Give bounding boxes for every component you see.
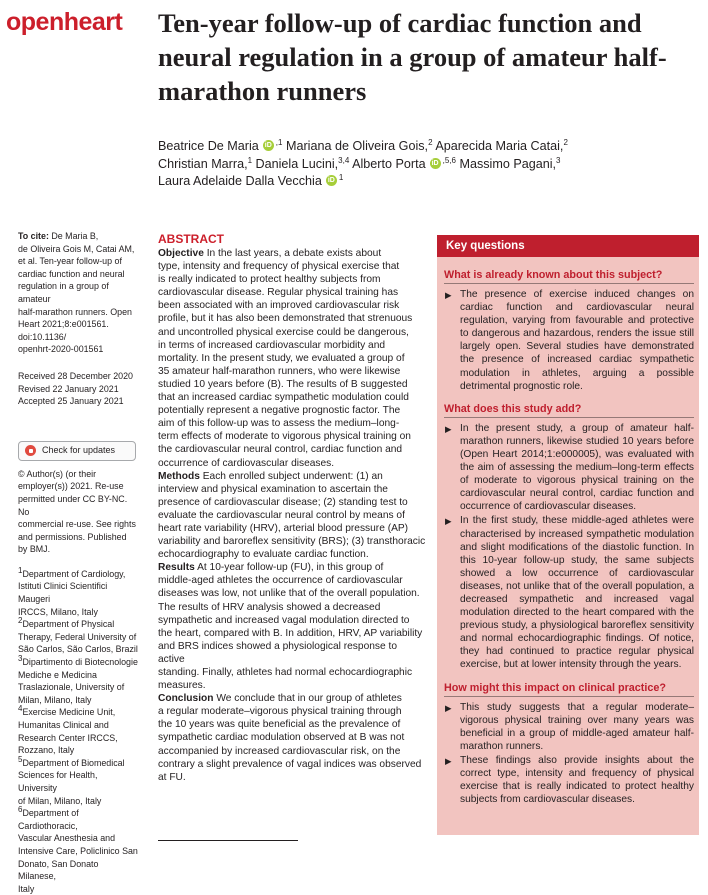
citation-line: de Oliveira Gois M, Catai AM, [18, 243, 135, 254]
affiliation-number: 3 [18, 654, 23, 664]
affiliation-line: Exercise Medicine Unit, [22, 707, 116, 718]
affiliation [18, 565, 138, 618]
abstract-line: The results of HRV analysis showed a decreased [158, 601, 381, 613]
affiliation-line: Therapy, Federal University of [18, 631, 137, 642]
crossmark-icon [25, 445, 36, 456]
license-line: and permissions. Published [18, 531, 127, 542]
license-statement [18, 468, 138, 556]
affiliation-line: IRCCS, Milano, Italy [18, 606, 98, 617]
date-line: Revised 22 January 2021 [18, 383, 119, 394]
abstract-line: sympathetic cardiac modulation observed at B was not [158, 732, 405, 744]
affiliation-line: Istituti Clinici Scientifici Maugeri [18, 581, 108, 605]
abstract-section-label: Methods [158, 470, 200, 482]
divider [444, 696, 694, 697]
key-question-title: What is already known about this subject? [444, 269, 663, 281]
key-question-list [444, 288, 694, 393]
affiliation-line: Research Center IRCCS, [18, 732, 118, 743]
article-dates [18, 370, 138, 408]
key-question-item [444, 701, 694, 753]
abstract-line: and BRS indices showed a physiological response to active [158, 640, 397, 665]
abstract-section-label: Results [158, 562, 195, 574]
abstract [158, 232, 426, 784]
key-questions-body [444, 268, 694, 815]
check-for-updates-button[interactable] [18, 441, 136, 461]
key-question-item [444, 754, 694, 806]
author-name: Christian Marra, [158, 156, 248, 171]
affiliation [18, 618, 138, 656]
affiliation-line: Department of Physical [22, 619, 115, 630]
affiliations [18, 565, 138, 895]
author-line [158, 138, 698, 156]
affiliation-line: Department of Cardiothoracic, [18, 808, 79, 831]
abstract-line: that an increased cardiac sympathetic modulation could [158, 392, 409, 404]
abstract-line: evaluate the cardiovascular neural control by means of [158, 509, 405, 521]
article-title: Ten-year follow-up of cardiac function and neural regulation in a group of amateur half-marathon runners [158, 8, 667, 106]
divider [444, 417, 694, 418]
abstract-line: the cardiovascular neural control, cardiac function and [158, 444, 403, 456]
citation-label: To cite: [18, 231, 49, 241]
abstract-line: aim of this follow-up was to assess the medium–long- [158, 418, 400, 430]
citation-line: cardiac function and neural [18, 268, 125, 279]
author-name: Beatrice De Maria [158, 139, 259, 153]
affiliation-line: Humanitas Clinical and [18, 720, 109, 730]
key-question-text: This study suggests that a regular moderate–vigorous physical training over many years was beneficial in a group of middle-aged amateur half-marathon runners. [460, 701, 694, 752]
abstract-line: echocardiography to evaluate cardiac function. [158, 549, 369, 561]
citation-line: openhrt-2020-001561 [18, 344, 104, 355]
affiliation-sup: 3 [556, 155, 561, 165]
abstract-section [158, 561, 426, 692]
citation-line: Heart 2021;8:e001561. [18, 319, 109, 330]
key-question-text: The presence of exercise induced changes on cardiac function and cardiovascular neural regulation, varying from favourable and protective to dangerous and hazardous, renders the issue still largely open. Several studies have demonstrated the presence of increased cardiac sympathetic modulation in athletes, arguing a possible detrimental prognostic role. [460, 289, 694, 392]
affiliation-line: Milan, Milano, Italy [18, 694, 92, 705]
affiliation-sup: ,5,6 [442, 155, 456, 165]
bullet-triangle-icon: ▶ [445, 702, 452, 713]
bullet-triangle-icon: ▶ [445, 516, 452, 527]
affiliation-number: 6 [18, 805, 23, 815]
key-question-text: These findings also provide insights about the correct type, intensity and frequency of physical exercise that is really indicated to protect healthy subjects from cardiovascular diseases. [460, 754, 694, 806]
abstract-section [158, 692, 426, 784]
author-line [158, 173, 698, 191]
affiliation-sup: 2 [563, 137, 568, 147]
citation-line: doi:10.1136/ [18, 331, 67, 342]
divider [158, 840, 298, 841]
abstract-line: studied 10 years before (B). The results of B suggested [158, 378, 408, 390]
orcid-icon: iD [431, 159, 439, 167]
affiliation-sup: 2 [428, 137, 433, 147]
abstract-line: mortality. In the present study, we evaluated a group of [158, 352, 405, 364]
article-sidebar [18, 230, 138, 895]
abstract-line: potentially represent a negative prognostic factor. The [158, 405, 401, 417]
abstract-line: heart rate variability (HRV), arterial blood pressure (AP) [158, 522, 409, 534]
affiliation-line: Sciences for Health, University [18, 770, 98, 793]
abstract-body [158, 247, 426, 784]
key-question-item [444, 514, 694, 671]
abstract-line: We conclude that in our group of athletes [216, 693, 402, 705]
abstract-line: and uncontrolled physical exercise could be dangerous, [158, 326, 409, 338]
abstract-line: middle-aged athletes the occurrence of cardiovascular [158, 575, 403, 587]
license-line: commercial re-use. See rights [18, 519, 136, 530]
affiliation-sup: 1 [338, 172, 344, 182]
journal-logo: openheart [6, 8, 123, 36]
affiliation-line: Mediche e Medicina [18, 669, 97, 680]
abstract-line: At 10-year follow-up (FU), in this group of [197, 562, 384, 574]
affiliation [18, 754, 138, 807]
abstract-line: been associated with an improved cardiovascular risk [158, 300, 400, 312]
key-question-title: What does this study add? [444, 402, 582, 415]
abstract-line: type, intensity and frequency of physical exercise that [158, 261, 400, 273]
citation-line: et al. Ten-year follow-up of [18, 256, 122, 267]
key-question-title: How might this impact on clinical practice? [444, 681, 666, 694]
abstract-line: term effects of moderate to vigorous physical training on [158, 431, 411, 443]
author-list [158, 138, 698, 191]
citation-line: half-marathon runners. Open [18, 306, 132, 317]
license-line: by BMJ. [18, 544, 51, 555]
affiliation-number: 1 [18, 565, 23, 575]
abstract-section-label: Conclusion [158, 693, 214, 705]
abstract-section [158, 470, 426, 562]
abstract-line: occurrence of cardiovascular diseases. [158, 457, 335, 469]
affiliation-line: São Carlos, São Carlos, Brazil [18, 644, 138, 655]
affiliation-line: Donato, San Donato Milanese, [18, 858, 99, 882]
bullet-triangle-icon: ▶ [445, 290, 452, 300]
abstract-line: presence of cardiovascular disease; (2) standing test to [158, 496, 408, 508]
bullet-triangle-icon: ▶ [445, 755, 452, 766]
license-line: employer(s)) 2021. Re-use [18, 481, 124, 492]
check-updates-label: Check for updates [42, 445, 116, 456]
bullet-triangle-icon: ▶ [445, 423, 452, 434]
key-question-list [444, 422, 694, 672]
affiliation [18, 807, 138, 895]
abstract-line: measures. [158, 680, 206, 692]
affiliation-line: Dipartimento di Biotecnologie [22, 657, 138, 668]
citation-line: regulation in a group of amateur [18, 281, 109, 304]
abstract-line: contrary a slight prevalence of vagal indices was observed [158, 758, 422, 770]
citation [18, 230, 138, 356]
abstract-section-label: Objective [158, 248, 204, 259]
key-questions-box [437, 235, 699, 835]
affiliation-line: Vascular Anesthesia and [18, 833, 116, 844]
abstract-line: standing. Finally, athletes had normal echocardiographic [158, 667, 413, 678]
affiliation-sup: ,1 [275, 137, 283, 147]
affiliation-line: Rozzano, Italy [18, 745, 75, 756]
affiliation [18, 656, 138, 706]
abstract-line: accompanied by increased cardiovascular risk, on the [158, 745, 401, 757]
abstract-line: interview and physical examination to ascertain the [158, 483, 388, 495]
affiliation-number: 4 [18, 704, 23, 714]
author-name: Aparecida Maria Catai, [435, 139, 564, 153]
affiliation-number: 5 [18, 754, 23, 764]
abstract-section [158, 247, 426, 470]
affiliation-line: Italy [18, 883, 35, 894]
abstract-line: cardiovascular disease. Regular physical training has [158, 287, 399, 299]
abstract-line: In the last years, a debate exists about [206, 248, 382, 259]
abstract-line: sympathetic and increased vagal modulation directed to [158, 614, 410, 626]
abstract-line: diseases was low, not unlike that of the overall population. [158, 588, 420, 600]
author-name: Mariana de Oliveira Gois, [285, 139, 429, 153]
author-line [158, 156, 698, 174]
abstract-line: at FU. [158, 771, 186, 783]
abstract-line: the heart, compared with B. In addition, HRV, AP variability [158, 627, 423, 639]
abstract-line: in terms of increased cardiovascular morbidity and [158, 339, 386, 351]
affiliation-line: Traslazionale, University of [18, 682, 125, 693]
affiliation-sup: 1 [247, 155, 253, 165]
abstract-heading: ABSTRACT [158, 232, 224, 246]
date-line: Accepted 25 January 2021 [18, 396, 124, 407]
affiliation-line: Department of Biomedical [22, 757, 125, 768]
key-question-text: In the present study, a group of amateur half-marathon runners, likewise studied 10 years before (Open Heart 2014;1:e000005), was evaluated with the aim of assessing the medium–long-term effects of moderate to vigorous physical training on the cardiovascular neural control, cardiac function and occurrence of cardiovascular diseases. [460, 422, 694, 513]
orcid-icon: iD [327, 177, 335, 185]
abstract-line: a regular moderate–vigorous physical training through [158, 706, 402, 718]
orcid-icon: iD [264, 142, 272, 150]
license-line: © Author(s) (or their [18, 468, 97, 479]
abstract-line: 35 amateur half-marathon runners, who were likewise [158, 365, 401, 377]
author-name: Massimo Pagani, [459, 156, 557, 171]
affiliation [18, 706, 138, 756]
key-question-item [444, 422, 694, 514]
affiliation-line: of Milan, Milano, Italy [18, 795, 102, 806]
abstract-line: Each enrolled subject underwent: (1) an [202, 470, 383, 482]
affiliation-sup: 3,4 [338, 155, 350, 165]
abstract-line: is really indicated to protect healthy subjects from [158, 274, 381, 286]
key-question-text: In the first study, these middle-aged athletes were characterised by increased sympathetic modulation and slight modifications of the diastolic function. In this 10-year follow-up study, the same subjects showed a low occurrence of cardiovascular diseases, not unlike that of the overall population, a decreased sympathetic and increased vagal modulation directed to the heart compared with the previous study, a physiological baroreflex sensitivity and normal echocardiographic findings. Of notice, they had continued to practice regular physical exercise, but at lower intensity through the years. [460, 515, 694, 671]
key-question-item [444, 288, 694, 393]
date-line: Received 28 December 2020 [18, 370, 133, 381]
abstract-line: profile, but it has also been demonstrated that strenuous [158, 313, 413, 325]
affiliation-line: Intensive Care, Policlinico San [18, 845, 138, 856]
key-question-list [444, 701, 694, 807]
author-name: Laura Adelaide Dalla Vecchia [158, 174, 322, 188]
author-name: Daniela Lucini, [255, 156, 339, 171]
key-questions-heading: Key questions [437, 235, 699, 257]
affiliation-number: 2 [18, 616, 23, 626]
abstract-line: variability and baroreflex sensitivity (BRS); (3) transthoracic [158, 536, 426, 548]
license-line: permitted under CC BY-NC. No [18, 493, 128, 517]
citation-line: De Maria B, [51, 231, 99, 241]
divider [444, 283, 694, 284]
affiliation-line: Department of Cardiology, [22, 568, 126, 579]
abstract-line: the 10 years was quite beneficial as the prevalence of [158, 719, 401, 731]
author-name: Alberto Porta [352, 156, 426, 171]
